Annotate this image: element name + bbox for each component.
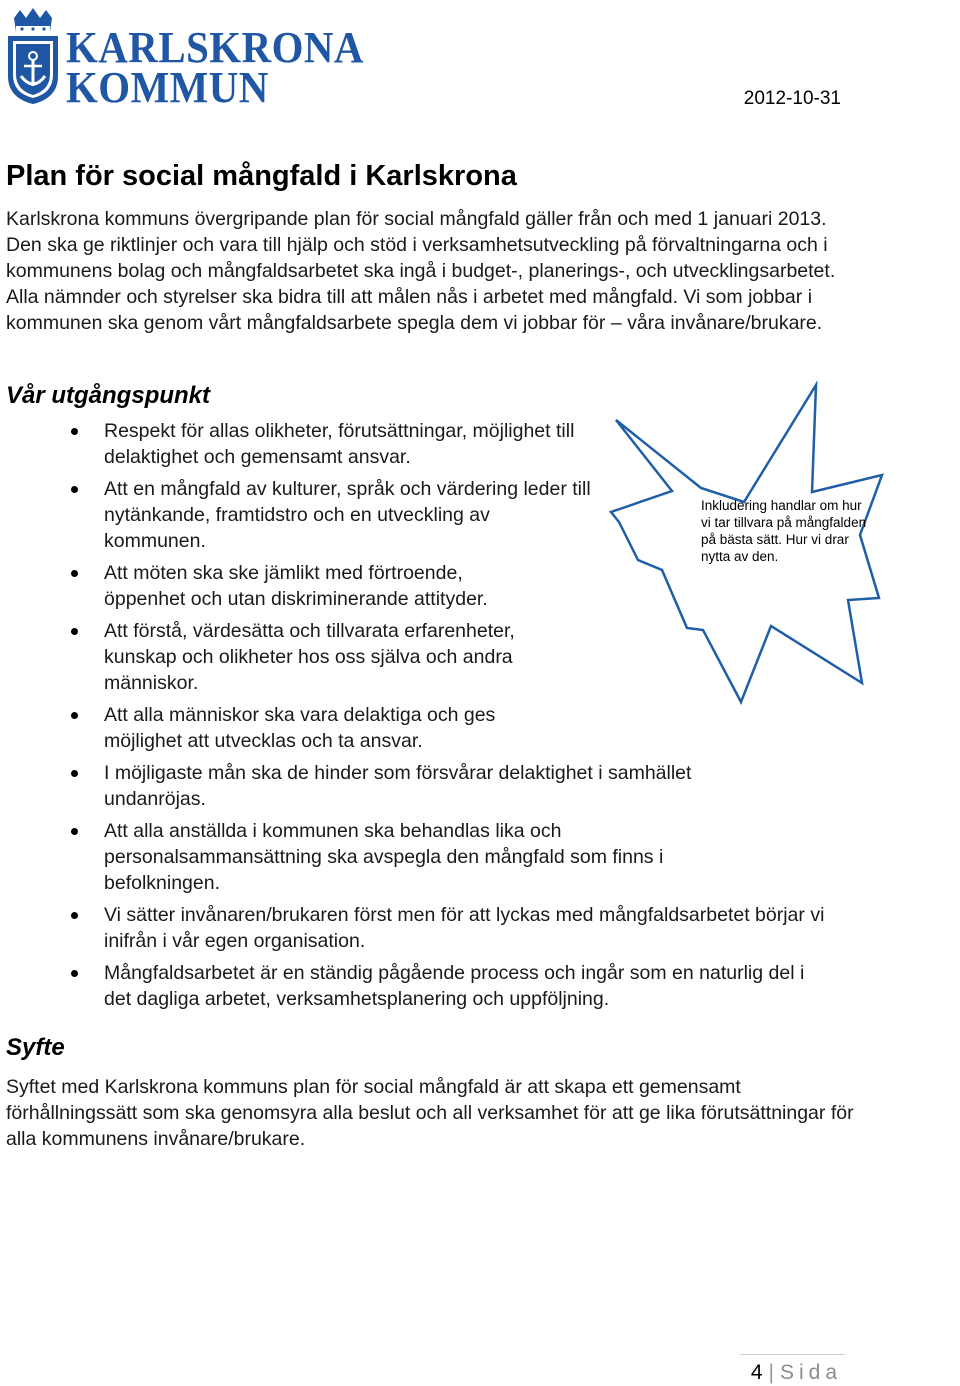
bullet-icon <box>71 486 78 493</box>
logo-line-2: KOMMUN <box>66 63 269 112</box>
list-item: Att en mångfald av kulturer, språk och värdering leder till nytänkande, framtidstro och en utveckling av kommunen. <box>62 476 862 554</box>
bullet-icon <box>71 428 78 435</box>
utgangspunkt-list <box>62 418 862 1018</box>
logo-wordmark <box>66 23 364 112</box>
bullet-icon <box>71 828 78 835</box>
section-heading-syfte: Syfte <box>6 1034 65 1061</box>
crest-icon <box>4 6 62 106</box>
list-item: Respekt för allas olikheter, förutsättningar, möjlighet till delaktighet och gemensamt ansvar. <box>62 418 862 470</box>
page-number: 4 <box>750 1361 763 1384</box>
list-item: Att förstå, värdesätta och tillvarata erfarenheter, kunskap och olikheter hos oss själva och andra människor. <box>62 618 862 696</box>
page-label: Sida <box>779 1361 842 1384</box>
page-separator: | <box>768 1361 774 1384</box>
bullet-icon <box>71 970 78 977</box>
list-item: I möjligaste mån ska de hinder som försvårar delaktighet i samhället undanröjas. <box>62 760 862 812</box>
bullet-icon <box>71 770 78 777</box>
page-title: Plan för social mångfald i Karlskrona <box>6 160 517 192</box>
karlskrona-logo <box>4 6 364 112</box>
bullet-icon <box>71 628 78 635</box>
document-date: 2012-10-31 <box>743 88 841 109</box>
list-item: Att möten ska ske jämlikt med förtroende, öppenhet och utan diskriminerande attityder. <box>62 560 862 612</box>
list-item: Mångfaldsarbetet är en ständig pågående process och ingår som en naturlig del i det dagliga arbetet, verksamhetsplanering och uppföljning. <box>62 960 862 1012</box>
intro-paragraph: Karlskrona kommuns övergripande plan för social mångfald gäller från och med 1 januari 2013. Den ska ge riktlinjer och vara till hjälp och stöd i verksamhetsutveckling på förvaltningarna och i kommunens bolag och mångfaldsarbetet ska ingå i budget-, planerings-, och utvecklingsarbetet. Alla nämnder och styrelser ska bidra till att målen nås i arbetet med mångfald. Vi som jobbar i kommunen ska genom vårt mångfaldsarbete spegla dem vi jobbar för – våra invånare/brukare. <box>6 208 836 334</box>
bullet-icon <box>71 570 78 577</box>
bullet-icon <box>71 912 78 919</box>
section-heading-utgangspunkt: Vår utgångspunkt <box>6 382 211 409</box>
bullet-icon <box>71 712 78 719</box>
list-item: Att alla människor ska vara delaktiga och ges möjlighet att utvecklas och ta ansvar. <box>62 702 862 754</box>
syfte-paragraph: Syftet med Karlskrona kommuns plan för social mångfald är att skapa ett gemensamt förhållningssätt som ska genomsyra alla beslut och all verksamhet för att ge lika förutsättningar för alla kommunens invånare/brukare. <box>6 1076 854 1150</box>
callout-text: Inkludering handlar om hur vi tar tillvara på mångfalden på bästa sätt. Hur vi drar nytta av den. <box>701 498 867 564</box>
footer-divider <box>740 1354 845 1355</box>
page-number-footer <box>751 1361 842 1385</box>
list-item: Vi sätter invånaren/brukaren först men för att lyckas med mångfaldsarbetet börjar vi inifrån i vår egen organisation. <box>62 902 862 954</box>
list-item: Att alla anställda i kommunen ska behandlas lika och personalsammansättning ska avspegla den mångfald som finns i befolkningen. <box>62 818 862 896</box>
logo-line-1: KARLSKRONA <box>66 23 364 72</box>
